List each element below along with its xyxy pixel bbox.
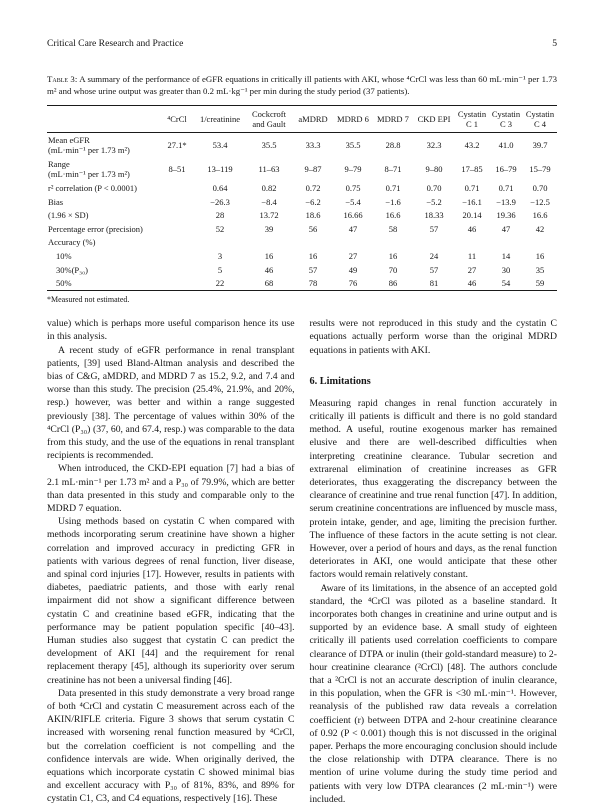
table-cell <box>293 236 333 250</box>
row-label <box>47 209 159 223</box>
table-cell: 16 <box>388 250 398 261</box>
table-cell: 8–51 <box>168 164 186 175</box>
table-row <box>47 249 557 263</box>
table-cell: 17–85 <box>461 164 483 175</box>
table-cell: 46 <box>467 223 477 234</box>
table-cell: 30 <box>501 264 511 275</box>
table-cell <box>159 236 195 250</box>
row-label-line: (1.96 × SD) <box>48 210 89 221</box>
table-cell <box>245 236 293 250</box>
table-cell: 0.82 <box>261 183 277 193</box>
table-cell <box>159 209 195 223</box>
table-cell: 0.70 <box>426 183 442 193</box>
table-cell: 0.72 <box>305 183 321 193</box>
table-cell: 33.3 <box>305 140 321 151</box>
table-cell <box>489 236 523 250</box>
table-caption-label: Table 3: <box>47 74 78 84</box>
table-cell: 8–71 <box>384 164 402 175</box>
table-cell <box>159 195 195 209</box>
table-cell: −1.6 <box>385 196 401 207</box>
table-cell: 54 <box>501 278 511 289</box>
row-label-line: 30%(P₃₀) <box>56 264 88 275</box>
table-cell <box>159 263 195 277</box>
table-cell: −6.2 <box>305 196 321 207</box>
table-cell: 16 <box>308 250 318 261</box>
paragraph: A recent study of eGFR performance in renal transplant patients, [39] used Bland-Altman analysis and described the bias of C&G, aMDRD, and MDRD 7 as 15.2, 9.2, and 7.4 and worse than this study. The precision (25.4%, 21.9%, and 20%, resp.) however, was better and within a range suggested previously [38]. The percentage of values within 30% of the ⁴CrCl (P₃₀) (37, 60, and 67.4, resp.) was comparable to the data from this study, and the use of the equations in renal transplant recipients is recommended. <box>47 344 295 462</box>
row-label <box>47 277 159 291</box>
table-row <box>47 277 557 291</box>
table-cell: 57 <box>308 264 318 275</box>
table-cell: 39 <box>264 223 274 234</box>
column-header: MDRD 7 <box>377 114 409 125</box>
table-cell: 0.64 <box>212 183 228 193</box>
table-cell: 41.0 <box>498 140 514 151</box>
row-label-line: 50% <box>56 278 72 289</box>
table-cell: 9–80 <box>425 164 443 175</box>
column-header: ⁴CrCl <box>167 114 187 125</box>
row-label <box>47 249 159 263</box>
row-label-line: Bias <box>48 196 64 207</box>
table-caption <box>47 73 557 97</box>
table-cell <box>195 236 245 250</box>
row-label-line: r² correlation (P < 0.0001) <box>48 183 137 193</box>
row-label <box>47 157 159 181</box>
table-cell: −8.4 <box>261 196 277 207</box>
row-label <box>47 236 159 250</box>
table-cell: 11 <box>467 250 477 261</box>
body-columns <box>47 317 557 806</box>
table-row <box>47 157 557 181</box>
row-label-line: Range <box>48 159 70 169</box>
row-label <box>47 181 159 195</box>
table-cell <box>159 181 195 195</box>
table-cell: 52 <box>215 223 225 234</box>
table-cell: 16.66 <box>343 210 363 221</box>
table-cell: 0.71 <box>385 183 401 193</box>
table-cell: 18.33 <box>424 210 444 221</box>
table-row <box>47 236 557 250</box>
table-cell: 13.72 <box>259 210 279 221</box>
table-cell: −12.5 <box>530 196 550 207</box>
table-cell: 32.3 <box>426 140 442 151</box>
table-cell: 70 <box>388 264 398 275</box>
row-label-line: (mL·min⁻¹ per 1.73 m²) <box>48 169 130 180</box>
column-header: aMDRD <box>298 114 328 125</box>
table-row <box>47 263 557 277</box>
table-cell <box>413 236 455 250</box>
row-label-line: Accuracy (%) <box>48 237 96 248</box>
journal-title: Critical Care Research and Practice <box>47 38 184 49</box>
table-cell <box>159 277 195 291</box>
table-cell: 35.5 <box>345 140 361 151</box>
table-row <box>47 133 557 158</box>
table-cell: 68 <box>264 278 274 289</box>
column-header: MDRD 6 <box>337 114 369 125</box>
table-row <box>47 222 557 236</box>
table-cell: 86 <box>388 278 398 289</box>
table-cell: 42 <box>535 223 545 234</box>
egfr-performance-table <box>47 105 557 291</box>
column-header: Cystatin C 1 <box>457 109 487 130</box>
table-cell <box>373 236 413 250</box>
paragraph: results were not reproduced in this study and the cystatin C equations actually perform worse than the original MDRD equations in patients with AKI. <box>309 318 557 356</box>
table-cell: −5.4 <box>345 196 361 207</box>
table-cell: 22 <box>215 278 225 289</box>
table-cell: 27 <box>348 250 358 261</box>
table-cell: −13.9 <box>496 196 516 207</box>
table-cell: 16.6 <box>532 210 548 221</box>
row-label-header <box>47 106 159 133</box>
table-cell: 13–119 <box>207 164 233 175</box>
paragraph: When introduced, the CKD-EPI equation [7] had a bias of 2.1 mL·min⁻¹ per 1.73 m² and a P₃₀ of 79.9%, which are better than data presented in this study and comparable only to the MDRD 7 equation. <box>47 463 295 514</box>
column-header: 1/creatinine <box>199 114 241 125</box>
paragraph: Using methods based on cystatin C when compared with methods incorporating serum creatinine have shown a higher correlation and improved accuracy in predicting GFR in patients with various degrees of renal function, liver disease, and spinal cord injuries [17]. However, results in patients with diabetes, paediatric patients, and those with early renal impairment did not show a significant difference between cystatin C and creatinine based eGFR, indicating that the performance may be patient population specific [40–43]. Human studies also suggest that cystatin C can predict the development of AKI [44] and the requirement for renal replacement therapy [45], although its superiority over serum creatinine has not been a universal finding [46]. <box>47 516 295 686</box>
table-cell: −16.1 <box>462 196 482 207</box>
row-label-line: Mean eGFR <box>48 135 90 145</box>
table-cell: 46 <box>467 278 477 289</box>
table-caption-text: A summary of the performance of eGFR equations in critically ill patients with AKI, whose ⁴CrCl was less than 60 mL·min⁻¹ per 1.73 m² and whose urine output was greater than 0.2 mL·kg⁻¹ per min during the study period (37 patients). <box>47 74 558 97</box>
table-cell <box>523 236 557 250</box>
table-cell: 15–79 <box>529 164 551 175</box>
table-cell: 18.6 <box>305 210 321 221</box>
table-cell <box>159 222 195 236</box>
column-header: CKD EPI <box>417 114 451 125</box>
page-number: 5 <box>552 38 557 49</box>
row-label-line: 10% <box>56 250 72 261</box>
row-label-line: Percentage error (precision) <box>48 223 143 234</box>
paragraph: Aware of its limitations, in the absence of an accepted gold standard, the ⁴CrCl was piloted as a baseline standard. It incorporates both changes in creatinine and urine output and is supported by an evidence base. A small study of eighteen critically ill patients used correlation coefficients to compare clearance of DTPA or inulin (their gold-standard measure) to 2-hour creatinine clearance (²CrCl) [48]. The authors conclude that a ²CrCl is not an accurate description of inulin clearance, in this population, when the GFR is <30 mL·min⁻¹. However, reanalysis of the published raw data reveals a correlation coefficient (r) between DTPA and 2-hour creatinine clearance of 0.92 (P < 0.001) though this is not discussed in the original paper. Perhaps the more encouraging conclusion should include the close relationship with DTPA clearance. There is no mention of urine volume during the study time period and patients with very low DTPA clearances (2 mL·min⁻¹) were included. <box>309 582 557 805</box>
table-cell <box>159 249 195 263</box>
row-label <box>47 133 159 158</box>
table-cell: 81 <box>429 278 439 289</box>
table-cell: 43.2 <box>464 140 480 151</box>
paragraph: Measuring rapid changes in renal function accurately in critically ill patients is difficult and there is no gold standard method. A useful, routine exogenous marker has remained elusive and there are well-described difficulties when interpreting creatinine clearance. Tubular secretion and extrarenal elimination of creatinine increases as GFR deteriorates, thus exaggerating the discrepancy between the clearance of creatinine and true renal function [47]. In addition, serum creatinine concentrations are influenced by muscle mass, protein intake, gender, and age, limiting the precision further. The influence of these factors in the acute setting is not clear. However, over a period of hours and days, as the renal function deteriorates in AKI, one would anticipate that these other factors would remain relatively constant. <box>309 397 557 581</box>
left-column <box>47 317 295 806</box>
running-head <box>47 38 557 50</box>
table-cell: 57 <box>429 264 439 275</box>
table-row <box>47 181 557 195</box>
table-row <box>47 209 557 223</box>
table-cell: 16–79 <box>495 164 517 175</box>
table-cell: 76 <box>348 278 358 289</box>
table-cell: 16.6 <box>385 210 401 221</box>
table-cell: 3 <box>217 250 223 261</box>
table-cell: 16 <box>264 250 274 261</box>
table-row <box>47 195 557 209</box>
table-cell: 20.14 <box>462 210 482 221</box>
table-cell: 0.75 <box>345 183 361 193</box>
row-label <box>47 263 159 277</box>
table-cell: 56 <box>308 223 318 234</box>
table-cell: −26.3 <box>210 196 230 207</box>
table-cell: 19.36 <box>496 210 516 221</box>
table-cell: 0.71 <box>498 183 514 193</box>
table-cell <box>455 236 489 250</box>
table-footnote: *Measured not estimated. <box>47 295 130 305</box>
row-label <box>47 195 159 209</box>
table-cell: 59 <box>535 278 545 289</box>
table-cell: 57 <box>429 223 439 234</box>
table-cell: 53.4 <box>212 140 228 151</box>
table-cell: 47 <box>348 223 358 234</box>
table-cell: 27 <box>467 264 477 275</box>
table-cell: 9–87 <box>304 164 322 175</box>
table-cell: 9–79 <box>344 164 362 175</box>
paragraph: value) which is perhaps more useful comparison hence its use in this analysis. <box>47 318 295 343</box>
table-cell: 24 <box>429 250 439 261</box>
table-cell: 49 <box>348 264 358 275</box>
right-column <box>310 317 558 806</box>
table-cell: −5.2 <box>426 196 442 207</box>
table-cell: 5 <box>217 264 223 275</box>
table-cell: 0.70 <box>532 183 548 193</box>
table-cell: 78 <box>308 278 318 289</box>
table-cell: 28.8 <box>385 140 401 151</box>
table-cell: 35 <box>535 264 545 275</box>
table-cell: 27.1* <box>167 140 187 151</box>
table-cell <box>333 236 373 250</box>
column-header: Cystatin C 3 <box>491 109 521 130</box>
table-cell: 11–63 <box>258 164 280 175</box>
column-header: Cockcroft and Gault <box>252 109 286 130</box>
table-cell: 47 <box>501 223 511 234</box>
table-cell: 14 <box>501 250 511 261</box>
table-cell: 35.5 <box>261 140 277 151</box>
row-label <box>47 222 159 236</box>
column-header: Cystatin C 4 <box>525 109 555 130</box>
table-cell: 39.7 <box>532 140 548 151</box>
table-cell: 0.71 <box>464 183 480 193</box>
table-cell: 46 <box>264 264 274 275</box>
paragraph: Data presented in this study demonstrate a very broad range of both ⁴CrCl and cystatin C measurement across each of the AKIN/RIFLE criteria. Figure 3 shows that serum cystatin C increased with worsening renal function measured by ⁴CrCl, but the correlation coefficient is not compelling and the confidence intervals are wide. When originally derived, the equations which incorporate cystatin C showed minimal bias and excellent accuracy with P₃₀ of 81%, 83%, and 89% for cystatin C1, C3, and C4 equations, respectively [16]. These <box>47 687 295 805</box>
table-cell: 28 <box>215 210 225 221</box>
table-cell: 58 <box>388 223 398 234</box>
table-header-row <box>47 106 557 133</box>
row-label-line: (mL·min⁻¹ per 1.73 m²) <box>48 145 130 156</box>
section-heading-limitations: 6. Limitations <box>309 375 371 387</box>
table-cell: 16 <box>535 250 545 261</box>
